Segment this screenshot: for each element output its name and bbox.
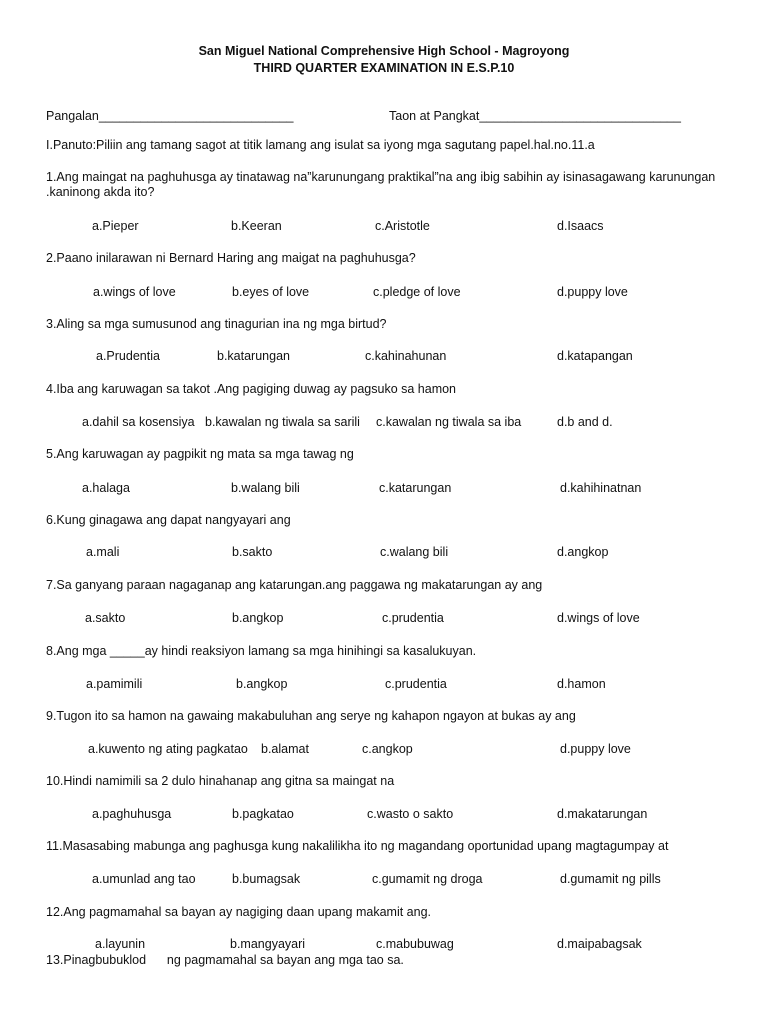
choice-a: a.Prudentia xyxy=(96,349,160,363)
choice-a: a.dahil sa kosensiya xyxy=(82,415,195,429)
question-text: 3.Aling sa mga sumusunod ang tinagurian ina ng mga birtud? xyxy=(46,317,387,331)
choice-c: c.prudentia xyxy=(382,611,444,625)
choice-d: d.makatarungan xyxy=(557,807,648,821)
question-text: 6.Kung ginagawa ang dapat nangyayari ang xyxy=(46,513,291,527)
choice-b: b.bumagsak xyxy=(232,872,301,886)
choice-b: b.alamat xyxy=(261,742,309,756)
choice-c: c.angkop xyxy=(362,742,413,756)
instructions: I.Panuto:Piliin ang tamang sagot at titik lamang ang isulat sa iyong mga sagutang papel.hal.no.11.a xyxy=(46,138,595,152)
choice-d: d.angkop xyxy=(557,545,609,559)
choice-a: a.wings of love xyxy=(93,285,176,299)
choice-a: a.Pieper xyxy=(92,219,139,233)
choice-d: d.katapangan xyxy=(557,349,633,363)
choice-c: c.wasto o sakto xyxy=(367,807,454,821)
question-text: 11.Masasabing mabunga ang paghusga kung nakalilikha ito ng magandang oportunidad upang magtagumpay at xyxy=(46,839,669,853)
choice-a: a.paghuhusga xyxy=(92,807,172,821)
question-text: 2.Paano inilarawan ni Bernard Haring ang maigat na paghuhusga? xyxy=(46,251,416,265)
choice-c: c.Aristotle xyxy=(375,219,430,233)
question-text: 12.Ang pagmamahal sa bayan ay nagiging daan upang makamit ang. xyxy=(46,905,431,919)
choice-b: b.katarungan xyxy=(217,349,290,363)
choice-b: b.mangyayari xyxy=(230,937,306,951)
question-text: 1.Ang maingat na paghuhusga ay tinatawag na”karunungang praktikal”na ang ibig sabihin ay isinasagawang karunungan .kaninong akda ito? xyxy=(46,170,716,199)
choice-c: c.gumamit ng droga xyxy=(372,872,483,886)
choice-d: d.Isaacs xyxy=(557,219,604,233)
choice-b: b.angkop xyxy=(236,677,288,691)
choice-d: d.maipabagsak xyxy=(557,937,642,951)
choice-a: a.sakto xyxy=(85,611,126,625)
choice-d: d.puppy love xyxy=(557,285,628,299)
choice-b: b.sakto xyxy=(232,545,273,559)
choice-b: b.eyes of love xyxy=(232,285,310,299)
choice-b: b.Keeran xyxy=(231,219,282,233)
choice-b: b.kawalan ng tiwala sa sarili xyxy=(205,415,360,429)
choice-c: c.katarungan xyxy=(379,481,452,495)
choice-a: a.pamimili xyxy=(86,677,143,691)
choice-a: a.mali xyxy=(86,545,120,559)
choice-d: d.hamon xyxy=(557,677,606,691)
choice-a: a.umunlad ang tao xyxy=(92,872,196,886)
school-name: San Miguel National Comprehensive High School - Magroyong xyxy=(198,44,570,58)
choice-d: d.puppy love xyxy=(560,742,631,756)
choice-d: d.wings of love xyxy=(557,611,640,625)
choice-b: b.pagkatao xyxy=(232,807,294,821)
question-text: 7.Sa ganyang paraan nagaganap ang katarungan.ang paggawa ng makatarungan ay ang xyxy=(46,578,543,592)
choice-a: a.layunin xyxy=(95,937,146,951)
choice-a: a.kuwento ng ating pagkatao xyxy=(88,742,248,756)
choice-b: b.angkop xyxy=(232,611,284,625)
name-field: Pangalan____________________________ xyxy=(46,109,294,123)
section-field: Taon at Pangkat_____________________________ xyxy=(389,109,681,123)
question-text: 4.Iba ang karuwagan sa takot .Ang pagiging duwag ay pagsuko sa hamon xyxy=(46,382,457,396)
choice-c: c.pledge of love xyxy=(373,285,461,299)
question-text: 5.Ang karuwagan ay pagpikit ng mata sa mga tawag ng xyxy=(46,447,354,461)
question-text: 9.Tugon ito sa hamon na gawaing makabuluhan ang serye ng kahapon ngayon at bukas ay ang xyxy=(46,709,576,723)
choice-c: c.kawalan ng tiwala sa iba xyxy=(376,415,522,429)
choice-d: d.b and d. xyxy=(557,415,613,429)
choice-c: c.prudentia xyxy=(385,677,447,691)
choice-c: c.walang bili xyxy=(380,545,449,559)
choice-c: c.mabubuwag xyxy=(376,937,454,951)
question-text: 8.Ang mga _____ay hindi reaksiyon lamang sa mga hinihingi sa kasalukuyan. xyxy=(46,644,477,658)
question-text: 10.Hindi namimili sa 2 dulo hinahanap ang gitna sa maingat na xyxy=(46,774,395,788)
choice-b: b.walang bili xyxy=(231,481,300,495)
choice-d: d.kahihinatnan xyxy=(560,481,642,495)
question-text: 13.Pinagbubuklod ng pagmamahal sa bayan ang mga tao sa. xyxy=(46,953,404,967)
choice-c: c.kahinahunan xyxy=(365,349,447,363)
choice-a: a.halaga xyxy=(82,481,130,495)
exam-title: THIRD QUARTER EXAMINATION IN E.S.P.10 xyxy=(253,61,515,75)
choice-d: d.gumamit ng pills xyxy=(560,872,661,886)
